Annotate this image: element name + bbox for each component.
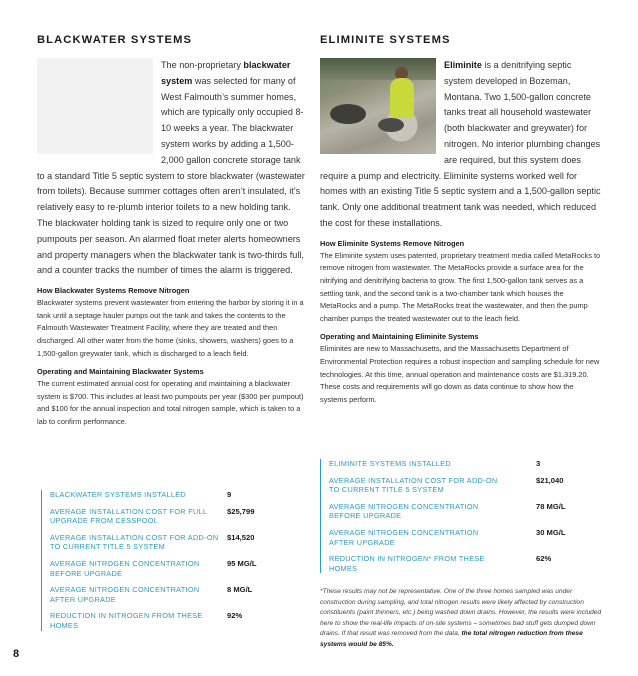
eliminite-removal-text: The Eliminite system uses patented, proprietary treatment media called MetaRocks to remove nitrogen from wastewater. The MetaRocks provide a surface area for the nitrifying and denitrifying bacteria to grow. The first 1,500-gallon tank serves as a settling tank, and the second tank is a two-chamber tank which houses the MetaRocks and a pump. The MetaRocks treat the wastewater, and then the pump chamber pumps the treated wastewater out to the leach field. [320,250,601,323]
stat-row [42,490,273,500]
stat-value: 8 MG/L [227,585,253,595]
stat-label: REDUCTION IN NITROGEN* FROM THESE HOMES [329,554,485,573]
stat-value: 92% [227,611,243,621]
blackwater-maintenance-text: The current estimated annual cost for operating and maintaining a blackwater system is $700. This includes at least two pumpouts per year ($300 per pumpout) and $100 for the annual inspection and total nitrogen sample, which is taken to a lab to confirm performance. [37,379,304,426]
stat-label: AVERAGE INSTALLATION COST FOR FULL UPGRADE FROM CESSPOOL [50,506,207,526]
blackwater-photo [37,58,153,154]
blackwater-section [37,34,307,429]
stat-value: 78 MG/L [536,501,566,511]
eliminite-intro-bold: Eliminite [444,60,482,70]
footnote-bold: the total nitrogen reduction from these systems would be 85%. [320,630,583,648]
footnote [320,587,602,651]
blackwater-removal-heading: How Blackwater Systems Remove Nitrogen [37,286,190,296]
blackwater-heading: BLACKWATER SYSTEMS [37,34,193,46]
eliminite-section [320,34,602,406]
stat-value: 9 [227,490,232,499]
eliminite-heading: ELIMINITE SYSTEMS [320,34,451,46]
stat-label: AVERAGE INSTALLATION COST FOR ADD-ON TO CURRENT TITLE 5 SYSTEM [50,532,219,552]
stat-row [42,611,273,630]
stat-label: BLACKWATER SYSTEMS INSTALLED [50,490,186,499]
blackwater-stats-table [41,490,273,631]
blackwater-intro-text: was selected for many of West Falmouth’s summer homes, which are typically only occupied 8-10 weeks a year. The blackwater system works by adding a 1,500-2,000 gallon concrete storage tank to a standard Title 5 septic system to store blackwater (wastewater from toilets). Because summer cottages often aren’t insulated, it’s relatively easy to re-plumb interior toilets to a new holding tank. The blackwater holding tank is sized to require only one or two pumpouts per season. An alarmed float meter alerts homeowners and property managers when the blackwater tank is two-thirds full, and a counter tracks the number of times the alarm is triggered. [37,75,305,276]
stat-row [42,585,273,604]
eliminite-stats-table [320,459,582,573]
stat-row [321,554,582,573]
stat-row [321,476,582,495]
stat-row [42,559,273,578]
stat-value: 3 [536,459,541,468]
blackwater-maintenance-heading: Operating and Maintaining Blackwater Systems [37,367,204,377]
stat-value: $21,040 [536,475,564,485]
stat-value: 30 MG/L [536,527,566,537]
stat-value: 95 MG/L [227,558,257,568]
stat-value: $14,520 [227,532,255,542]
stat-label: REDUCTION IN NITROGEN FROM THESE HOMES [50,611,203,630]
eliminite-maintenance-text: Eliminites are new to Massachusetts, and the Massachusetts Department of Environmental Protection requires a robust inspection and sampling schedule for new technologies. At this time, annual operation and maintenance costs are $1,319.20. These costs and requirements will go down as data continue to show how the systems perform. [320,344,600,404]
stat-label: AVERAGE NITROGEN CONCENTRATION BEFORE UPGRADE [50,558,200,578]
blackwater-intro-bold: blackwater system [161,60,291,86]
stat-label: AVERAGE NITROGEN CONCENTRATION AFTER UPGRADE [329,527,479,547]
page-number: 8 [13,648,20,660]
blackwater-intro-pre: The non-proprietary [161,60,241,70]
stat-row [321,502,582,521]
stat-label: AVERAGE NITROGEN CONCENTRATION BEFORE UPGRADE [329,501,479,521]
blackwater-removal-text: Blackwater systems prevent wastewater from entering the harbor by storing it in a tank until a septage hauler pumps out the tank and takes the contents to the Falmouth Wastewater Treatment Facility, where they are treated and then discharged. All other water from the home (sinks, showers, washers) goes to a 1,500-gallon greywater tank, which is discharged to a leach field. [37,298,304,358]
eliminite-removal-heading: How Eliminite Systems Remove Nitrogen [320,238,465,248]
stat-value: $25,799 [227,506,255,516]
stat-row [321,459,582,469]
stat-row [42,533,273,552]
stat-label: AVERAGE NITROGEN CONCENTRATION AFTER UPGRADE [50,585,200,604]
stat-label: AVERAGE INSTALLATION COST FOR ADD-ON TO CURRENT TITLE 5 SYSTEM [329,475,498,495]
stat-value: 62% [536,554,552,564]
stat-row [321,528,582,547]
eliminite-intro-text: is a denitrifying septic system developed in Bozeman, Montana. Two 1,500-gallon concrete tanks treat all household wastewater (both blackwater and greywater) for nitrogen. No interior plumbing changes are required, but this system does require a pump and electricity. Eliminite systems worked well for homes with an existing Title 5 septic system and a 1,500-gallon septic tank. Only one additional treatment tank was needed, which reduced the cost for these installations. [320,60,601,228]
eliminite-maintenance-heading: Operating and Maintaining Eliminite Systems [320,332,479,342]
eliminite-photo [320,58,436,154]
footnote-text: *These results may not be representative. One of the three homes sampled was under construction during sampling, and total nitrogen results were likely affected by construction constituents (paint thinners, etc.) being washed down drains. However, the results were included here to show the real-life impacts of on-site systems – sometimes bad stuff gets dumped down drains. If that result was removed from the data, [320,588,602,638]
stat-label: ELIMINITE SYSTEMS INSTALLED [329,459,451,468]
stat-row [42,507,273,526]
